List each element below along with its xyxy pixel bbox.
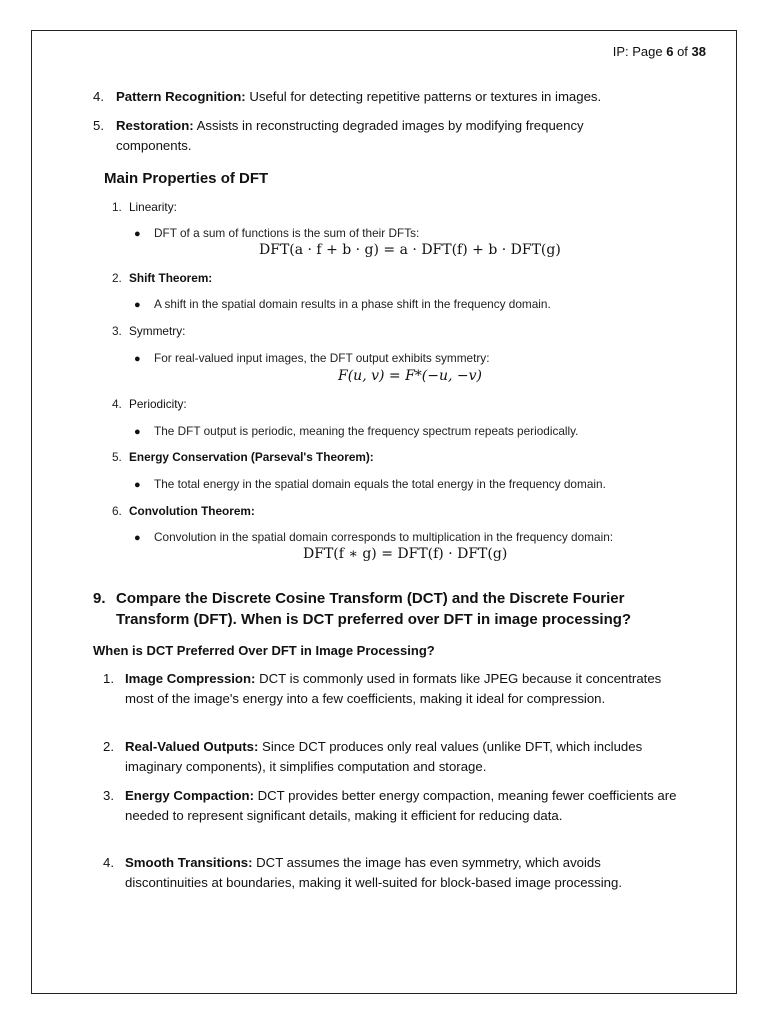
bullet-dot: ● bbox=[134, 479, 141, 491]
question-number: 9. bbox=[93, 590, 106, 607]
property-number: 4. bbox=[112, 397, 122, 411]
top-item-text: Useful for detecting repetitive patterns or textures in images. bbox=[245, 89, 602, 104]
property-bullet-linearity: DFT of a sum of functions is the sum of their DFTs: bbox=[154, 226, 420, 240]
equation-symmetry: F(u, v) = F*(−u, −v) bbox=[338, 368, 483, 384]
top-item-pattern-recognition bbox=[116, 87, 676, 107]
property-bullet-periodicity: The DFT output is periodic, meaning the frequency spectrum repeats periodically. bbox=[154, 424, 579, 438]
bullet-dot: ● bbox=[134, 426, 141, 438]
top-item-label: Pattern Recognition: bbox=[116, 89, 246, 104]
equation-linearity: DFT(a · f + b · g) = a · DFT(f) + b · DFT(g) bbox=[259, 242, 561, 258]
top-item-text: Assists in reconstructing degraded images by modifying frequency components. bbox=[116, 118, 584, 153]
dct-item-image-compression bbox=[125, 669, 685, 708]
page-header bbox=[613, 44, 706, 59]
dct-item-number: 4. bbox=[103, 855, 114, 870]
header-prefix: IP: Page bbox=[612, 44, 667, 59]
top-item-label: Restoration: bbox=[116, 118, 194, 133]
property-number: 5. bbox=[112, 450, 122, 464]
property-number: 3. bbox=[112, 324, 122, 338]
property-label-convolution-theorem: Convolution Theorem: bbox=[129, 504, 255, 518]
dct-item-real-valued-outputs bbox=[125, 737, 685, 776]
dct-item-energy-compaction bbox=[125, 786, 685, 825]
question-heading: Compare the Discrete Cosine Transform (DCT) and the Discrete Fourier Transform (DFT). When is DCT preferred over DFT in image processing? bbox=[116, 590, 632, 628]
property-label-shift-theorem: Shift Theorem: bbox=[129, 271, 213, 285]
property-number: 6. bbox=[112, 504, 122, 518]
equation-convolution: DFT(f ∗ g) = DFT(f) · DFT(g) bbox=[303, 546, 508, 562]
top-item-number: 5. bbox=[93, 118, 104, 133]
bullet-dot: ● bbox=[134, 299, 141, 311]
dct-item-label: Smooth Transitions: bbox=[125, 855, 253, 870]
top-item-restoration bbox=[116, 116, 656, 155]
top-item-number: 4. bbox=[93, 89, 104, 104]
dft-properties-title: Main Properties of DFT bbox=[104, 170, 269, 187]
property-bullet-symmetry: For real-valued input images, the DFT output exhibits symmetry: bbox=[154, 351, 490, 365]
dct-item-number: 3. bbox=[103, 788, 114, 803]
header-of: of bbox=[673, 44, 692, 59]
header-page-number: 6 bbox=[666, 44, 674, 59]
dct-item-label: Image Compression: bbox=[125, 671, 256, 686]
bullet-dot: ● bbox=[134, 353, 141, 365]
dct-item-smooth-transitions bbox=[125, 853, 685, 892]
dct-item-text: DCT is commonly used in formats like JPEG because it concentrates most of the image's energy into a few coefficients, making it ideal for compression. bbox=[125, 671, 662, 706]
bullet-dot: ● bbox=[134, 532, 141, 544]
property-label-linearity: Linearity: bbox=[129, 200, 177, 214]
bullet-dot: ● bbox=[134, 228, 141, 240]
dct-item-text: Since DCT produces only real values (unlike DFT, which includes imaginary components), it simplifies computation and storage. bbox=[125, 739, 643, 774]
property-bullet-convolution: Convolution in the spatial domain corresponds to multiplication in the frequency domain: bbox=[154, 530, 614, 544]
dct-item-number: 2. bbox=[103, 739, 114, 754]
dct-item-label: Real-Valued Outputs: bbox=[125, 739, 259, 754]
dct-item-text: DCT provides better energy compaction, meaning fewer coefficients are needed to represent significant details, making it efficient for reducing data. bbox=[125, 788, 677, 823]
property-bullet-shift: A shift in the spatial domain results in a phase shift in the frequency domain. bbox=[154, 297, 551, 311]
property-bullet-energy: The total energy in the spatial domain equals the total energy in the frequency domain. bbox=[154, 477, 606, 491]
dct-item-label: Energy Compaction: bbox=[125, 788, 254, 803]
dct-subheading: When is DCT Preferred Over DFT in Image Processing? bbox=[93, 643, 435, 658]
property-label-symmetry: Symmetry: bbox=[129, 324, 186, 338]
property-number: 1. bbox=[112, 200, 122, 214]
property-label-energy-conservation: Energy Conservation (Parseval's Theorem): bbox=[129, 450, 374, 464]
dct-item-number: 1. bbox=[103, 671, 114, 686]
property-label-periodicity: Periodicity: bbox=[129, 397, 187, 411]
property-number: 2. bbox=[112, 271, 122, 285]
dct-item-text: DCT assumes the image has even symmetry, which avoids discontinuities at boundaries, making it well-suited for block-based image processing. bbox=[125, 855, 622, 890]
header-page-total: 38 bbox=[691, 44, 706, 59]
